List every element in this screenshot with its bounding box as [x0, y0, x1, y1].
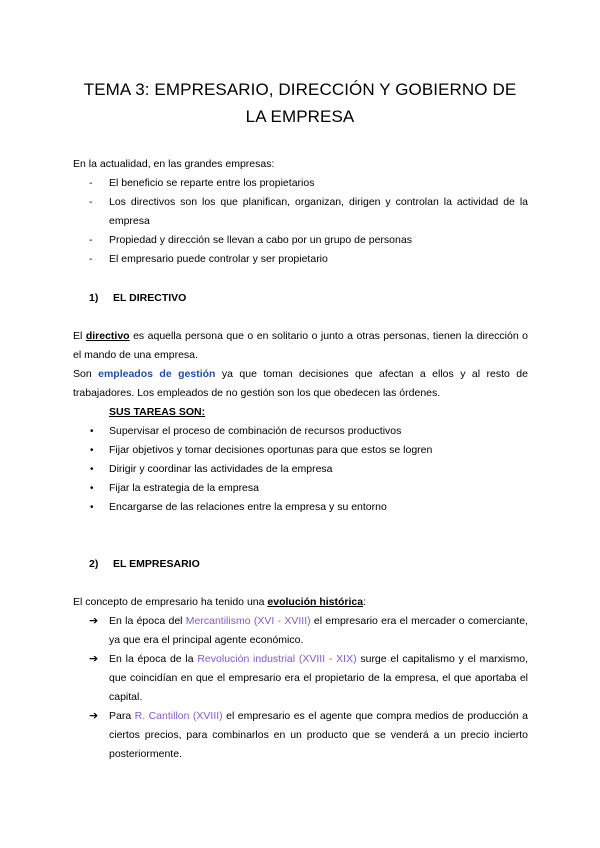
list-item: - Los directivos son los que planifican, organizan, dirigen y controlan la actividad de la empresa: [73, 193, 528, 231]
tasks-list: [73, 422, 528, 517]
title-line-1: TEMA 3: EMPRESARIO, DIRECCIÓN Y GOBIERNO DE: [83, 80, 517, 99]
title-line-2: LA EMPRESA: [245, 107, 355, 126]
list-item: • Fijar objetivos y tomar decisiones oportunas para que estos se logren: [73, 441, 528, 460]
term-evolucion-historica: evolución histórica: [267, 596, 364, 608]
section-1-heading: [89, 289, 186, 308]
intro-list: [73, 174, 528, 269]
text-run: En la época del: [109, 615, 186, 627]
intro-block: [73, 155, 528, 269]
section-2-number: 2): [89, 558, 99, 570]
tasks-title: SUS TAREAS SON:: [109, 406, 206, 418]
evolucion-list: [73, 612, 528, 764]
list-item: [73, 612, 528, 650]
text-run: El: [73, 330, 86, 342]
list-item: [73, 707, 528, 764]
directivo-definition: [73, 327, 528, 365]
list-item: • Fijar la estrategia de la empresa: [73, 479, 528, 498]
text-run: el empresario era el mercader o comerciante, ya que era el principal agente económico.: [109, 615, 528, 646]
list-item: • Dirigir y coordinar las actividades de la empresa: [73, 460, 528, 479]
term-empleados-gestion: empleados de gestión: [98, 368, 216, 380]
list-item: - El beneficio se reparte entre los propietarios: [73, 174, 528, 193]
empleados-definition: [73, 365, 528, 403]
section-1-number: 1): [89, 292, 99, 304]
list-item: - El empresario puede controlar y ser propietario: [73, 250, 528, 269]
list-item: • Encargarse de las relaciones entre la empresa y su entorno: [73, 498, 528, 517]
section-1-title: EL DIRECTIVO: [113, 292, 187, 304]
text-run: Son: [73, 368, 99, 380]
text-run: surge el capitalismo y el marxismo, que coincidían en que el empresario era el propietario de la empresa, el que aportaba el capital.: [109, 653, 529, 703]
section-2-title: EL EMPRESARIO: [113, 558, 200, 570]
text-run: el empresario es el agente que compra medios de producción a ciertos precios, para combinarlos en un producto que se venderá a un precio incierto posteriormente.: [109, 710, 528, 760]
list-item: [73, 650, 528, 707]
intro-lead: En la actualidad, en las grandes empresas:: [73, 158, 275, 170]
text-run: :: [363, 596, 367, 608]
author-cantillon: R. Cantillon (XVIII): [134, 710, 223, 722]
term-directivo: directivo: [85, 330, 130, 342]
era-mercantilismo: Mercantilismo (XVI - XVIII): [185, 615, 311, 627]
text-run: Para: [109, 710, 135, 722]
section-1-body: [73, 327, 528, 517]
list-item: • Supervisar el proceso de combinación de recursos productivos: [73, 422, 528, 441]
text-run: En la época de la: [109, 653, 198, 665]
evolucion-lead: [73, 593, 528, 612]
section-2-heading: [89, 555, 200, 574]
text-run: ya que toman decisiones que afectan a ellos y al resto de trabajadores. Los empleados de no gestión son los que obedecen las órdenes.: [73, 368, 528, 399]
text-run: es aquella persona que o en solitario o junto a otras personas, tienen la dirección o el mando de una empresa.: [73, 330, 528, 361]
era-revolucion-industrial: Revolución industrial (XVIII - XIX): [197, 653, 357, 665]
page-title: [40, 76, 560, 130]
list-item: - Propiedad y dirección se llevan a cabo por un grupo de personas: [73, 231, 528, 250]
text-run: El concepto de empresario ha tenido una: [73, 596, 268, 608]
section-2-body: [73, 593, 528, 764]
